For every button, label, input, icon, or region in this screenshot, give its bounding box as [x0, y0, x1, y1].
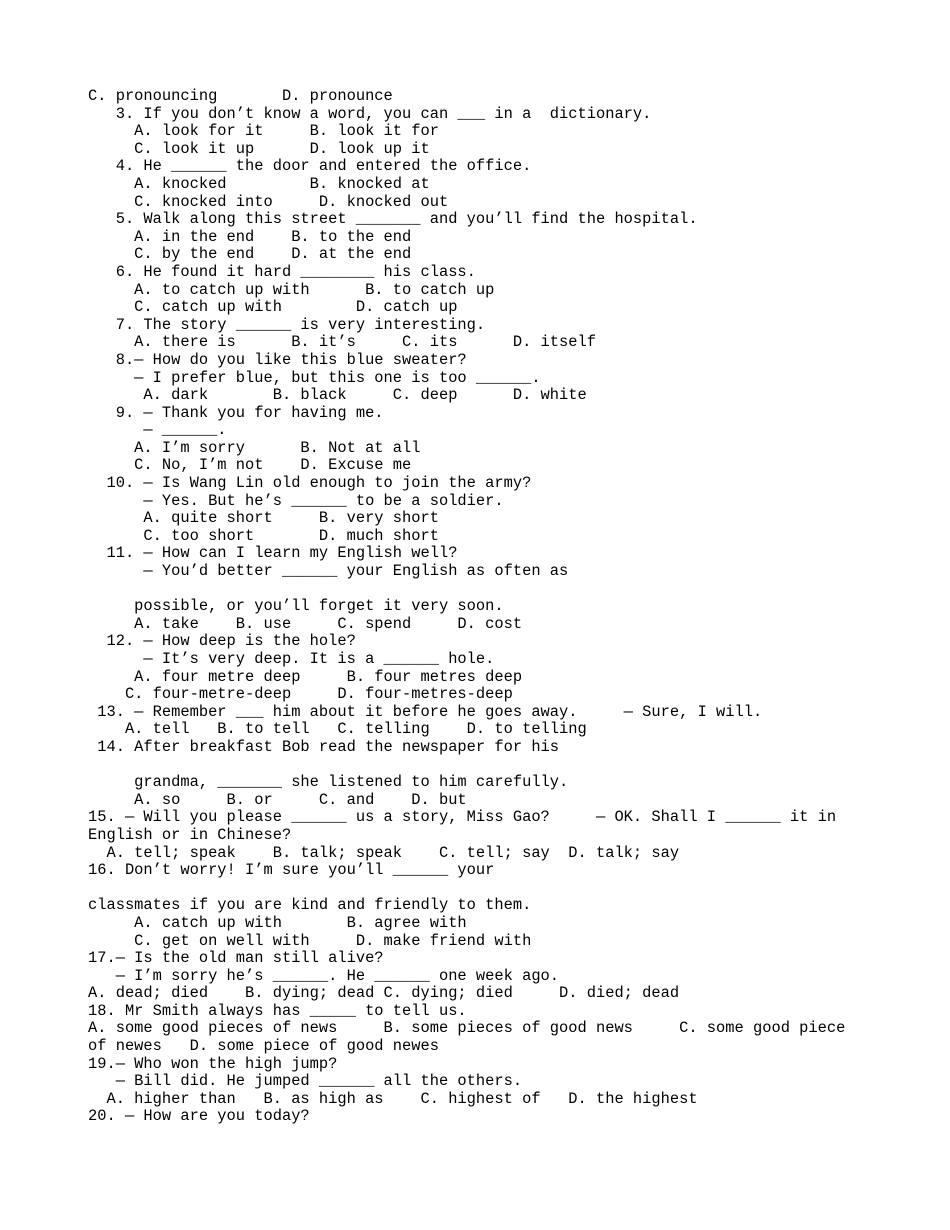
text-line [88, 581, 888, 599]
text-line: 5. Walk along this street _______ and you’ll find the hospital. [88, 210, 698, 229]
text-line: — I’m sorry he’s ______. He ______ one week ago. [88, 966, 560, 985]
text-line: C. catch up with D. catch up [88, 298, 458, 317]
text-line: 19.— Who won the high jump? [88, 1054, 338, 1073]
text-line: classmates if you are kind and friendly to them. [88, 896, 532, 915]
text-line: A. catch up with B. agree with [88, 913, 467, 932]
text-line: 7. The story ______ is very interesting. [88, 315, 486, 334]
text-line: — ______. [88, 421, 227, 440]
text-line: 15. — Will you please ______ us a story, Miss Gao? — OK. Shall I ______ it in [88, 808, 837, 827]
text-line: — It’s very deep. It is a ______ hole. [88, 650, 495, 668]
text-line: C. look it up D. look up it [88, 139, 430, 158]
text-line: A. there is B. it’s C. its D. itself [88, 333, 596, 352]
text-line: 8.— How do you like this blue sweater? [88, 350, 467, 369]
text-line: C. knocked into D. knocked out [88, 192, 449, 211]
text-line: A. quite short B. very short [88, 509, 439, 528]
text-line: A. tell; speak B. talk; speak C. tell; say D. talk; say [88, 843, 680, 862]
text-line: C. by the end D. at the end [88, 245, 412, 264]
text-line: A. look for it B. look it for [88, 122, 439, 141]
text-line: C. too short D. much short [88, 526, 439, 545]
text-line [88, 757, 888, 775]
text-line: grandma, _______ she listened to him carefully. [88, 773, 569, 792]
text-line: 17.— Is the old man still alive? [88, 949, 384, 968]
text-line: A. some good pieces of news B. some pieces of good news C. some good piece [88, 1019, 846, 1038]
text-line: 11. — How can I learn my English well? [88, 544, 458, 563]
text-line: English or in Chinese? [88, 825, 292, 844]
text-line: A. knocked B. knocked at [88, 174, 430, 193]
exam-text [88, 88, 888, 1126]
text-line: A. dead; died B. dying; dead C. dying; died D. died; dead [88, 984, 680, 1003]
text-line: 4. He ______ the door and entered the office. [88, 157, 532, 176]
text-line: 18. Mr Smith always has _____ to tell us. [88, 1001, 467, 1020]
text-line: of newes D. some piece of good newes [88, 1037, 439, 1056]
text-line: 12. — How deep is the hole? [88, 632, 356, 651]
text-line: A. in the end B. to the end [88, 227, 412, 246]
text-line [88, 880, 888, 898]
text-line: 10. — Is Wang Lin old enough to join the army? [88, 474, 532, 493]
text-line: C. get on well with D. make friend with [88, 931, 532, 950]
text-line: A. I’m sorry B. Not at all [88, 438, 421, 457]
text-line: 13. — Remember ___ him about it before he goes away. — Sure, I will. [88, 702, 763, 721]
text-line: A. to catch up with B. to catch up [88, 280, 495, 299]
text-line: 9. — Thank you for having me. [88, 403, 384, 422]
text-line: — Bill did. He jumped ______ all the others. [88, 1072, 523, 1091]
text-line: A. four metre deep B. four metres deep [88, 667, 523, 686]
text-line: C. pronouncing D. pronounce [88, 87, 393, 105]
text-line: — I prefer blue, but this one is too ______. [88, 368, 541, 387]
text-line: 6. He found it hard ________ his class. [88, 262, 476, 281]
text-line: 16. Don’t worry! I’m sure you’ll ______ your [88, 861, 495, 880]
text-line: A. dark B. black C. deep D. white [88, 386, 587, 405]
text-line: 14. After breakfast Bob read the newspaper for his [88, 737, 560, 756]
text-line: C. No, I’m not D. Excuse me [88, 456, 412, 475]
text-line: — You’d better ______ your English as often as [88, 562, 569, 581]
text-line: 3. If you don’t know a word, you can ___ in a dictionary. [88, 104, 652, 123]
text-line: C. four-metre-deep D. four-metres-deep [88, 685, 513, 704]
text-line: A. take B. use C. spend D. cost [88, 614, 523, 633]
text-line: A. so B. or C. and D. but [88, 790, 467, 809]
text-line: possible, or you’ll forget it very soon. [88, 597, 504, 616]
text-line: — Yes. But he’s ______ to be a soldier. [88, 491, 504, 510]
text-line: A. tell B. to tell C. telling D. to telling [88, 720, 587, 739]
text-line: A. higher than B. as high as C. highest of D. the highest [88, 1089, 698, 1108]
text-line: 20. — How are you today? [88, 1107, 310, 1126]
